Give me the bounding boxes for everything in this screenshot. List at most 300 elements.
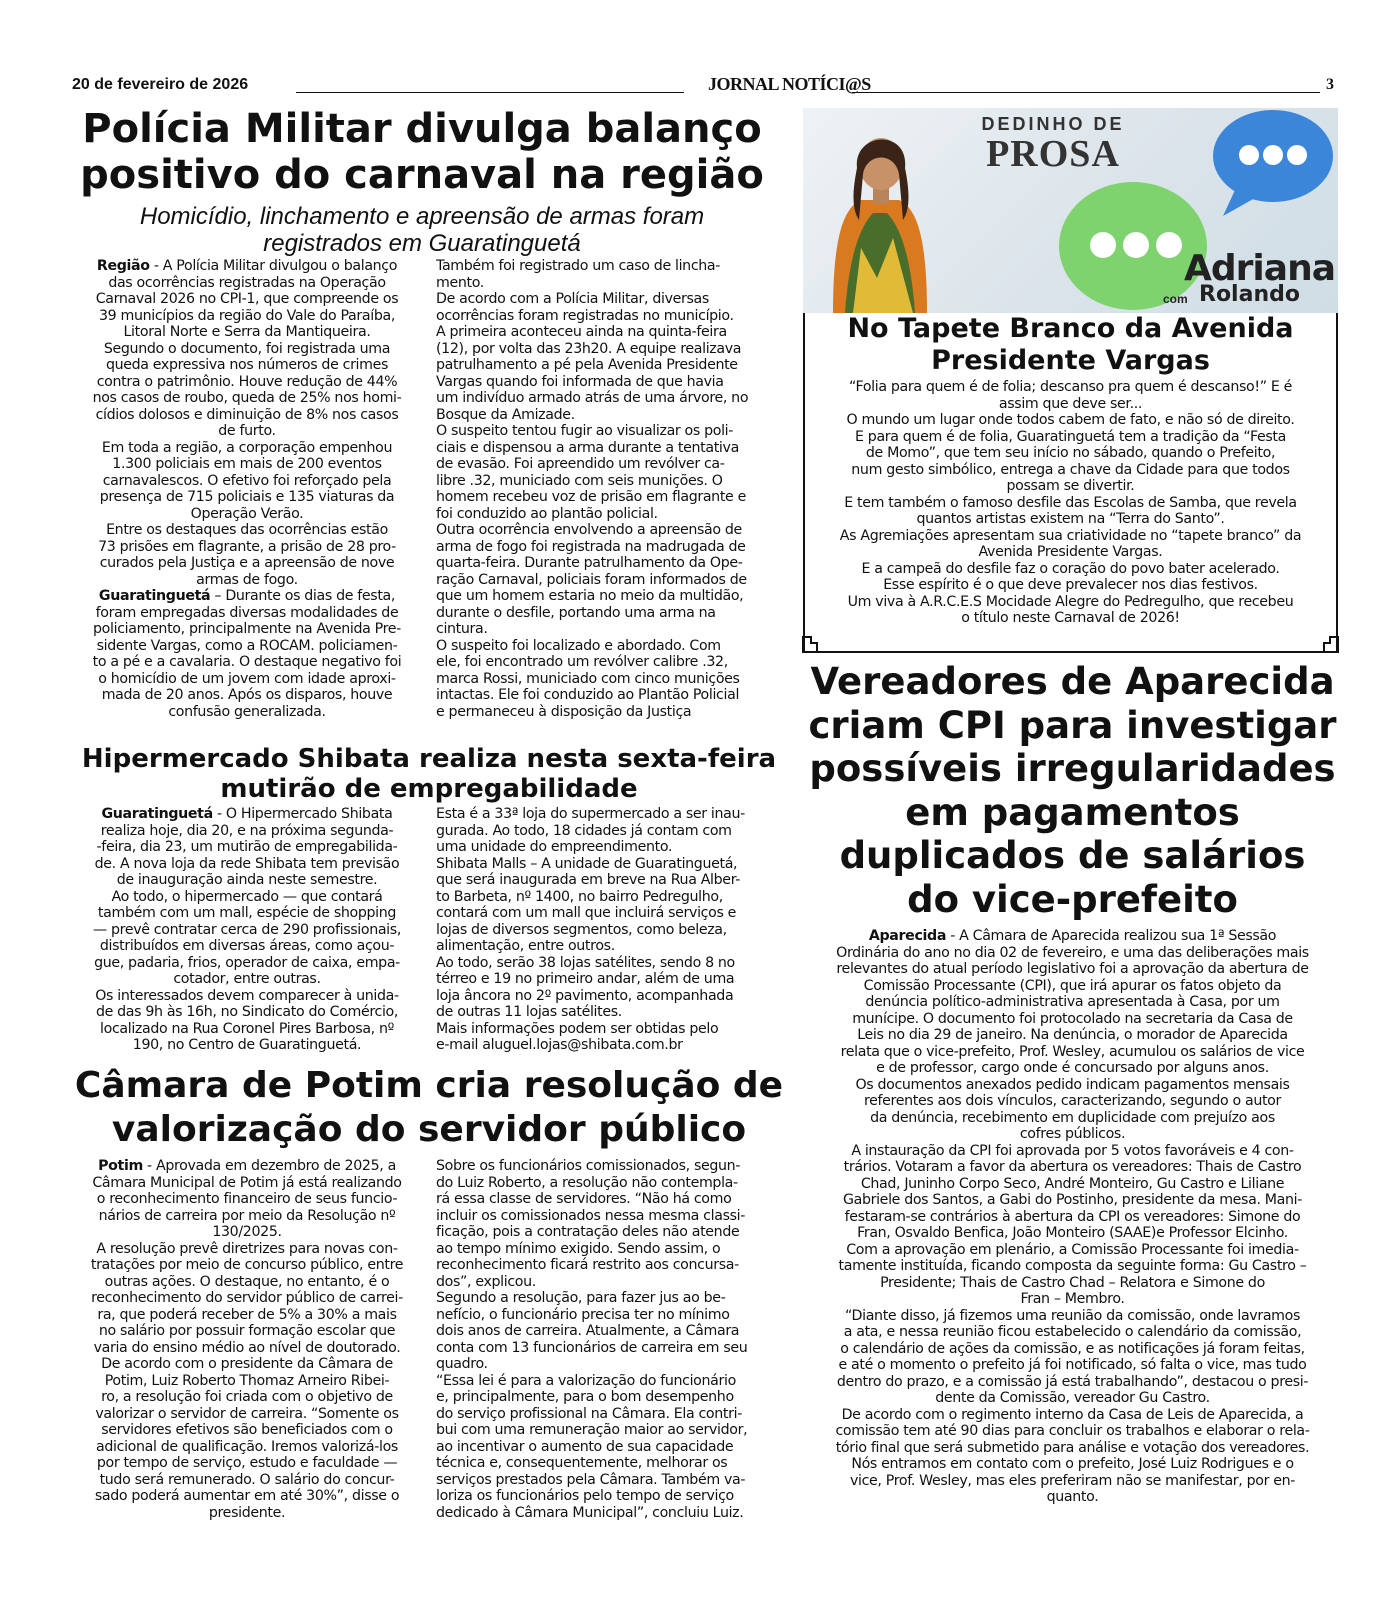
text-line [72,407,422,424]
columnist-name: Adriana [1184,248,1335,289]
line-text: tudo será remunerado. O salário do concur- [99,1471,395,1488]
line-text: 1.300 policiais em mais de 200 eventos [112,456,382,472]
text-line [72,1488,422,1505]
banner-title: PROSA [986,133,1120,175]
text-line [72,922,422,939]
line-text: Presidente; Thais de Castro Chad – Relatora e Simone do [880,1274,1265,1291]
line-text: “Diante disso, já fizemos uma reunião da comissão, onde lavramos [844,1307,1301,1324]
line-text: policiamento, principalmente na Avenida Pre- [93,621,401,637]
column-title-line: Presidente Vargas [931,345,1210,376]
line-text: contra o patrimônio. Houve redução de 44% [96,373,398,390]
text-line [72,654,422,671]
text-line [72,390,422,407]
corner-ornament-icon [1316,631,1340,655]
text-line [800,978,1345,995]
line-text: munícipe. O documento foi protocolado na secretaria da Casa de [852,1010,1293,1027]
column-text [809,379,1332,644]
text-line [800,1440,1345,1457]
article4-title [800,660,1345,921]
text-line: quarta-feira. Durante patrulhamento da Ope- [436,555,743,571]
line-text: tório final que será submetido para análise e votação dos vereadores. [835,1439,1310,1456]
columnist-portrait [833,138,927,313]
line-text: Os interessados devem comparecer à unida- [95,987,399,1004]
text-line [72,588,422,605]
text-line: O mundo um lugar onde todos cabem de fato, e não só de direito. [846,412,1295,428]
line-text: de furto. [218,423,276,439]
text-line: Ao todo, serão 38 lojas satélites, sendo 8 no [436,954,735,971]
text-line: arma de fogo foi registrada na madrugada de [436,538,746,555]
article3-title [66,1064,792,1152]
text-line: ele, foi encontrado um revólver calibre .32, [436,654,728,670]
line-text: dentro do prazo, e a comissão já está trabalhando”, destacou o presi- [836,1373,1309,1390]
text-line: homem recebeu voz de prisão em flagrante e [436,489,746,505]
text-line [72,621,422,638]
line-text: presidente. [208,1504,286,1521]
line-text: trários. Votaram a favor da abertura os vereadores: Thais de Castro [843,1159,1302,1175]
line-text: relata que o vice-prefeito, Prof. Wesley, acumulou os salários de vice [840,1043,1305,1060]
text-line: Avenida Presidente Vargas. [978,544,1163,560]
banner-kicker: DEDINHO DE [981,114,1125,134]
line-text: Com a aprovação em plenário, a Comissão Processante foi imedia- [846,1241,1299,1258]
line-text: Segundo o documento, foi registrada uma [103,340,391,357]
newspaper-brand: JORNAL NOTÍCI@S [708,74,871,94]
text-line [72,1389,422,1406]
text-line: cintura. [436,621,488,637]
text-line: E a campeã do desfile faz o coração do povo bater acelerado. [861,560,1280,577]
line-text: - Aprovada em dezembro de 2025, a [142,1158,396,1174]
line-text: e de professor, cargo onde é concursado por alguns anos. [876,1060,1269,1076]
text-line: ao tempo mínimo exigido. Sendo assim, o [436,1240,721,1257]
text-line [72,1274,422,1291]
line-text: no salário por possuir formação escolar que [98,1323,396,1339]
column-banner [803,108,1338,313]
article1-column-2 [436,258,786,738]
line-text: Câmara Municipal de Potim já está realizando [92,1174,402,1191]
text-line [800,1044,1345,1061]
line-text: por tempo de serviço, estudo e faculdade — [96,1455,398,1471]
line-text: adicional de qualificação. Iremos valorizá-los [96,1438,398,1455]
text-line [72,1340,422,1357]
text-line [72,1307,422,1324]
text-line: As Agremiações apresentam sua criatividade no “tapete branco” da [839,527,1302,544]
line-text: ro, a resolução foi criada com o objetivo de [101,1389,393,1405]
line-text: de. A nova loja da rede Shibata tem previsão [94,855,400,872]
text-line [72,955,422,972]
text-line [72,1356,422,1373]
text-line: mento. [436,274,484,291]
text-line: foi conduzido ao plantão policial. [436,505,658,522]
text-line [800,1308,1345,1325]
dateline: Região [96,258,150,274]
line-text: -feira, dia 23, um mutirão de empregabilida- [96,839,398,855]
article1-title-line: Polícia Militar divulga balanço [82,106,762,152]
text-line: E para quem é de folia, Guaratinguetá tem a tradição da “Festa [855,428,1286,445]
line-text: De acordo com o presidente da Câmara de [101,1356,393,1372]
text-line: Esse espírito é o que deve prevalecer nos dias festivos. [883,577,1258,593]
text-line: dedicado à Câmara Municipal”, concluiu Luiz. [436,1504,744,1521]
text-line [72,473,422,490]
line-text: relevantes do atual período legislativo foi a aprovação da abertura de [836,961,1309,977]
text-line [800,1390,1345,1407]
line-text: A instauração da CPI foi aprovada por 5 votos favoráveis e 4 con- [851,1142,1294,1159]
line-text: to a pé e a cavalaria. O destaque negativo foi [92,654,402,670]
line-text: e até o momento o prefeito já foi notificado, só falta o vice, mas tudo [838,1357,1307,1373]
line-text: Operação Verão. [190,505,304,522]
text-line: (12), por volta das 23h20. A equipe realizava [436,340,742,357]
line-text: 190, no Centro de Guaratinguetá. [132,1037,362,1053]
line-text: valorizar o servidor de carreira. “Somente os [95,1405,399,1422]
line-text: Carnaval 2026 no CPI-1, que compreende os [95,291,399,307]
line-text: Leis no dia 29 de janeiro. Na denúncia, o morador de Aparecida [857,1027,1288,1043]
text-line [800,1027,1345,1044]
text-line: de evasão. Foi apreendido um revólver ca- [436,456,725,472]
dateline: Guaratinguetá [101,806,213,822]
line-text: A resolução prevê diretrizes para novas con- [96,1240,398,1257]
line-text: Gabriele dos Santos, a Gabi do Postinho, presidente da mesa. Mani- [842,1192,1303,1208]
article3-title-line: Câmara de Potim cria resolução de [74,1065,784,1106]
text-line [800,1126,1345,1143]
text-line: reconhecimento ficará restrito aos concursa- [436,1257,739,1273]
text-line: marca Rossi, municiado com cinco munições [436,670,740,687]
text-line [72,1021,422,1038]
line-text: curados pela Justiça e a apreensão de nove [99,555,395,571]
text-line [72,258,422,275]
article4-title-line: em pagamentos [905,790,1240,834]
text-line: ficação, pois a contratação deles não atende [436,1224,740,1240]
text-line: ração Carnaval, policiais foram informados de [436,571,747,588]
text-line [800,1011,1345,1028]
text-line [72,275,422,292]
text-line [800,1093,1345,1110]
text-line [800,1489,1345,1506]
line-text: Nós entramos em contato com o prefeito, José Luiz Rodrigues e o [851,1456,1294,1472]
line-text: reconhecimento do servidor público de carrei- [91,1290,403,1306]
columnist-with: com [1163,292,1188,306]
line-text: armas de fogo. [196,571,298,588]
issue-date: 20 de fevereiro de 2026 [72,76,249,93]
header-rule-right [852,92,1320,93]
text-line: Outra ocorrência envolvendo a apreensão de [436,522,742,538]
text-line [72,308,422,325]
text-line: Segundo a resolução, para fazer jus ao be- [436,1290,726,1306]
text-line [72,971,422,988]
text-line: ao incentivar o aumento de sua capacidade [436,1438,734,1455]
text-line [800,1407,1345,1424]
line-text: nos casos de roubo, queda de 25% nos homi- [92,390,402,406]
line-text: de das 9h às 16h, no Sindicato do Comércio, [95,1004,399,1020]
text-line [72,889,422,906]
text-line [72,440,422,457]
text-line: que um homem estaria no meio da multidão, [436,588,744,604]
text-line [72,704,422,721]
text-line [800,1341,1345,1358]
text-line [800,994,1345,1011]
text-line: técnica e, consequentemente, melhorar os [436,1455,728,1471]
line-text: 39 municípios da região do Vale do Paraíba, [99,307,395,324]
text-line: do Luiz Roberto, a resolução não contempla- [436,1174,738,1191]
text-line [800,1456,1345,1473]
line-text: quanto. [1046,1489,1099,1505]
text-line [72,671,422,688]
line-text: carnavalescos. O efetivo foi reforçado pela [102,472,392,489]
line-text: presença de 715 policiais e 135 viaturas da [99,489,395,505]
line-text: mada de 20 anos. Após os disparos, houve [101,687,393,703]
text-line: Um viva à A.R.C.E.S Mocidade Alegre do Pedregulho, que recebeu [847,593,1294,610]
line-text: dente da Comissão, vereador Gu Castro. [935,1390,1210,1406]
line-text: 130/2025. [212,1224,282,1240]
line-text: o homicídio de um jovem com idade aproxi- [98,670,396,687]
line-text: ra, que poderá receber de 5% a 30% a mais [97,1306,397,1323]
text-line [800,1258,1345,1275]
text-line [800,1473,1345,1490]
article3-column-2 [436,1158,786,1538]
text-line [72,856,422,873]
text-line: nefício, o funcionário precisa ter no mínimo [436,1306,730,1323]
columnist-surname: Rolando [1199,282,1300,307]
line-text: a ata, e nessa reunião ficou estabelecido o calendário da comissão, [843,1324,1302,1340]
text-line: num gesto simbólico, entrega a chave da Cidade para que todos [851,461,1290,478]
article2-column-2 [436,806,786,1062]
text-line [800,1209,1345,1226]
text-line [800,1060,1345,1077]
text-line [72,1472,422,1489]
text-line: quantos artistas existem na “Terra do Santo”. [916,511,1225,527]
article2-title-line: mutirão de empregabilidade [220,774,638,804]
line-text: realiza hoje, dia 20, e na próxima segunda- [100,822,394,839]
text-line [72,374,422,391]
text-line: Sobre os funcionários comissionados, segun- [436,1158,741,1174]
page-header [72,76,1334,98]
text-line [72,1257,422,1274]
article4-title-line: criam CPI para investigar [808,703,1337,747]
text-line [72,489,422,506]
text-line [72,1241,422,1258]
line-text: cotador, entre outras. [173,971,321,987]
text-line [72,1004,422,1021]
line-text: Os documentos anexados pedido indicam pagamentos mensais [855,1076,1290,1093]
line-text: comissão tem até 90 dias para concluir os trabalhos e elaborar o rela- [835,1423,1310,1439]
line-text: gue, padaria, frios, operador de caixa, empa- [94,954,400,971]
text-line: quadro. [436,1356,488,1372]
text-line: to Barbeta, nº 1400, no bairro Pedregulho, [436,888,723,905]
line-text: Comissão Processante (CPI), que irá apurar os fatos objeto da [863,977,1282,994]
text-line: incluir os comissionados nessa mesma classi- [436,1207,746,1224]
text-line [72,938,422,955]
text-line: A primeira aconteceu ainda na quinta-feira [436,324,727,340]
text-line [72,1505,422,1522]
line-text: outras ações. O destaque, no entanto, é o [104,1273,390,1290]
text-line [800,961,1345,978]
text-line [800,928,1345,945]
text-line [72,291,422,308]
line-text: De acordo com o regimento interno da Casa de Leis de Aparecida, a [841,1406,1304,1423]
article4-text [800,928,1345,1518]
text-line: rá essa classe de servidores. “Não há como [436,1191,732,1207]
line-text: o reconhecimento financeiro de seus funcio- [96,1191,398,1207]
article1-subtitle [72,203,772,257]
line-text: de inauguração ainda neste semestre. [116,872,378,888]
line-text: nários de carreira por meio da Resolução nº [98,1207,396,1224]
text-line [800,1291,1345,1308]
text-line [72,823,422,840]
text-line: E tem também o famoso desfile das Escolas de Samba, que revela [844,494,1297,511]
text-line [72,1158,422,1175]
line-text: referentes aos dois vínculos, caracterizando, segundo o autor [863,1093,1281,1109]
text-line: assim que deve ser... [998,395,1143,412]
line-text: - A Câmara de Aparecida realizou sua 1ª Sessão [946,928,1277,944]
text-line: Também foi registrado um caso de lincha- [436,258,721,274]
text-line [800,1242,1345,1259]
text-line: “Essa lei é para a valorização do funcionário [436,1372,736,1389]
text-line: dois anos de carreira. Atualmente, a Câmara [436,1323,740,1339]
text-line: Shibata Malls – A unidade de Guaratinguetá, [436,855,738,872]
text-line: ocorrências foram registradas no município. [436,307,734,324]
text-line: e, principalmente, para o bom desempenho [436,1389,734,1405]
text-line: Vargas quando foi informada de que havia [436,373,724,390]
text-line [72,1175,422,1192]
page-number: 3 [1326,76,1334,93]
text-line [72,1037,422,1054]
line-text: tamente instituída, ficando composta da seguinte forma: Gu Castro – [838,1258,1307,1274]
article2-title [72,744,786,804]
text-line [72,687,422,704]
line-text: - A Polícia Militar divulgou o balanço [149,258,398,274]
dateline: Aparecida [868,928,947,944]
text-line: Bosque da Amizade. [436,406,575,423]
text-line: O suspeito tentou fugir ao visualizar os poli- [436,423,734,439]
text-line: patrulhamento a pé pela Avenida Presidente [436,357,738,373]
line-text: Potim, Luiz Roberto Thomaz Arneiro Ribei- [104,1372,390,1389]
text-line [72,1439,422,1456]
text-line [72,341,422,358]
text-line [72,839,422,856]
text-line [72,522,422,539]
text-line [72,324,422,341]
text-line: loja âncora no 2º pavimento, acompanhada [436,987,734,1004]
line-text: sado poderá aumentar em até 30%”, disse o [94,1488,400,1504]
text-line [72,1373,422,1390]
article4-title-line: duplicados de salários [839,834,1306,877]
text-line [72,638,422,655]
text-line: do serviço profissional na Câmara. Ela contri- [436,1405,742,1422]
text-line [72,572,422,589]
line-text: - O Hipermercado Shibata [212,806,393,822]
text-line [800,1225,1345,1242]
text-line [72,905,422,922]
line-text: — prevê contratar cerca de 290 profissionais, [93,921,401,938]
text-line [800,1374,1345,1391]
text-line [72,1224,422,1241]
text-line [72,605,422,622]
line-text: sidente Vargas, como a ROCAM. policiamen- [96,637,398,654]
text-line [72,423,422,440]
line-text: também com um mall, espécie de shopping [97,905,397,921]
line-text: vice, Prof. Wesley, mas eles preferiram não se manifestar, por en- [849,1472,1296,1489]
text-line: loriza os funcionários pelo tempo de serviço [436,1488,734,1504]
text-line [72,1455,422,1472]
text-line [72,539,422,556]
text-line: de outras 11 lojas satélites. [436,1004,622,1020]
dateline: Potim [98,1158,143,1174]
article1-subtitle-line: registrados em Guaratinguetá [263,230,581,257]
article4-title-line: possíveis irregularidades [809,747,1336,790]
text-line: durante o desfile, portando uma arma na [436,604,716,621]
text-line [800,1357,1345,1374]
line-text: foram empregadas diversas modalidades de [95,604,399,621]
line-text: distribuídos em diversas áreas, como açou- [99,938,395,954]
text-line: e-mail aluguel.lojas@shibata.com.br [436,1037,683,1053]
text-line: ciais e dispensou a arma durante a tentativa [436,439,739,456]
line-text: confusão generalizada. [168,703,326,720]
text-line [800,1324,1345,1341]
text-line [72,872,422,889]
text-line [72,988,422,1005]
article2-title-line: Hipermercado Shibata realiza nesta sexta-feira [81,744,777,774]
line-text: das ocorrências registradas na Operação [108,274,386,291]
line-text: localizado na Rua Coronel Pires Barbosa, nº [100,1020,394,1037]
column-title [805,313,1336,377]
article1-subtitle-line: Homicídio, linchamento e apreensão de armas foram [139,203,705,230]
text-line [72,1191,422,1208]
article3-column-1 [72,1158,422,1538]
article1-title [72,106,772,198]
text-line [72,806,422,823]
text-line [72,506,422,523]
line-text: servidores efetivos são beneficiados com o [101,1422,393,1438]
line-text: varia do ensino médio ao nível de doutorado. [93,1339,401,1356]
line-text: queda expressiva nos números de crimes [105,357,389,373]
text-line: um indivíduo armado atrás de uma árvore, no [436,390,749,406]
text-line: dos”, explicou. [436,1273,536,1290]
line-text: cofres públicos. [1019,1126,1126,1142]
text-line: lojas de diversos segmentos, como beleza, [436,921,727,938]
text-line [800,1110,1345,1127]
line-text: cídios dolosos e diminuição de 8% nos casos [95,406,399,423]
text-line: Mais informações podem ser obtidas pelo [436,1020,719,1037]
column-title-line: No Tapete Branco da Avenida [847,313,1294,344]
column-box [803,313,1338,653]
text-line [800,1275,1345,1292]
line-text: festaram-se contrários à abertura da CPI os vereadores: Simone do [844,1208,1301,1225]
line-text: Entre os destaques das ocorrências estão [106,522,388,538]
dateline: Guaratinguetá [98,588,211,604]
text-line [72,1208,422,1225]
text-line: Esta é a 33ª loja do supermercado a ser inau- [436,806,745,822]
article4-title-line: Vereadores de Aparecida [810,660,1335,703]
text-line: uma unidade do empreendimento. [436,839,673,855]
text-line [72,1290,422,1307]
line-text: Fran, Osvaldo Benfica, João Monteiro (SAAE)e Professor Elcinho. [857,1225,1288,1241]
text-line: serviços prestados pela Câmara. Também va- [436,1471,746,1488]
text-line [72,1406,422,1423]
text-line: térreo e 19 no primeiro andar, além de uma [436,971,735,987]
text-line: libre .32, municiado com seis munições. O [436,472,723,489]
text-line: gurada. Ao todo, 18 cidades já contam com [436,822,732,839]
text-line: “Folia para quem é de folia; descanso pra quem é descanso!” E é [848,379,1293,395]
line-text: Chad, Juninho Corpo Seco, André Monteiro, Gu Castro e Liliane [860,1175,1285,1192]
line-text: 73 prisões em flagrante, a prisão de 28 pro- [98,538,396,555]
text-line [800,1077,1345,1094]
text-line [800,1192,1345,1209]
text-line: que será inaugurada em breve na Rua Alber- [436,872,741,888]
line-text: Ao todo, o hipermercado — que contará [111,888,383,905]
text-line: e permaneceu à disposição da Justiça [436,703,692,720]
text-line: conta com 13 funcionários de carreira em seu [436,1339,748,1356]
text-line: alimentação, entre outros. [436,938,615,954]
line-text: da denúncia, recebimento em duplicidade com prejuízo aos [870,1109,1275,1126]
text-line [800,1423,1345,1440]
text-line [72,456,422,473]
